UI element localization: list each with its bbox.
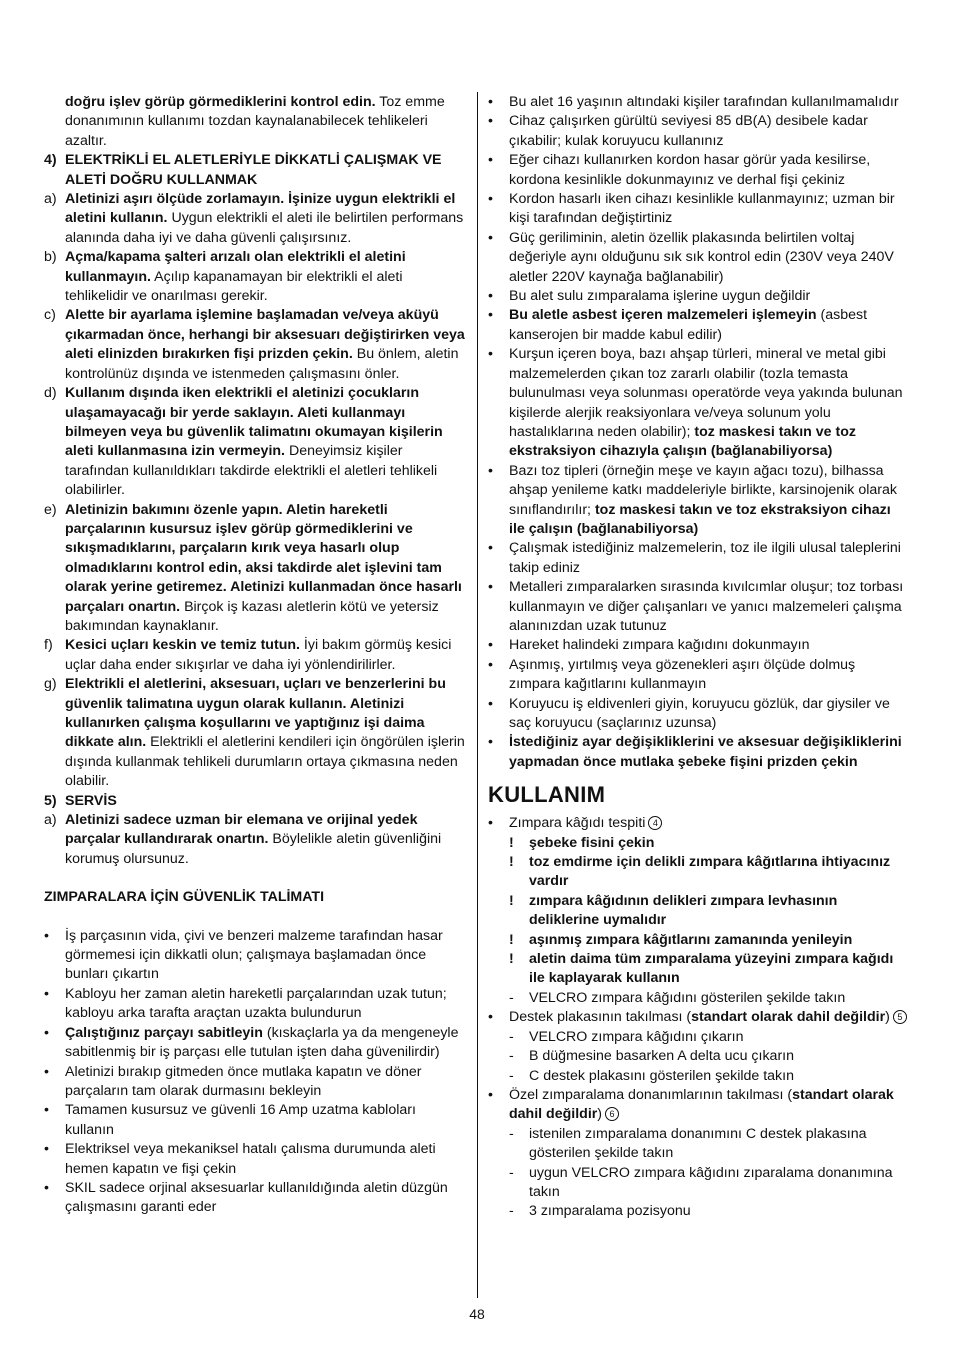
safety-bullet (488, 462, 910, 540)
item-body-text: Bu önlem, aletin kontrolünüz dışında ve istenmeden çalışmasını önler. (65, 346, 459, 382)
item-text (65, 1140, 468, 1179)
item-text (509, 345, 910, 461)
item-marker: • (488, 540, 493, 557)
safety-bullet (44, 1101, 468, 1140)
bullet-text: Çalışmak istediğiniz malzemelerin, toz ile ilgili ulusal taleplerini takip ediniz (509, 540, 901, 576)
item-marker: • (44, 985, 49, 1002)
bullet-text: (asbest kanserojen bir madde kabul edilir) (509, 307, 868, 343)
item-text (509, 190, 910, 229)
item-text (509, 306, 910, 345)
item-bold-text: Aletinizin bakımını özenle yapın. Aletin hareketli parçalarının kusursuz işlev görüp görmediklerini ve sıkışmadıklarını, parçaların kırık veya hasarlı olup olmadıklarını kontrol edin, aksi takdirde alet işlevini tam olarak yerine getiremez. Aletinizi kullanmadan önce hasarlı parçaları onartın. (65, 501, 462, 615)
bullet-text: Aşınmış, yırtılmış veya gözenekleri aşırı ölçüde dolmuş zımpara kağıtlarını kullanmayın (509, 656, 856, 693)
item-marker: - (509, 1203, 514, 1220)
item-bold-text: Alette bir ayarlama işlemine başlamadan ve/veya aküyü çıkarmadan önce, herhangi bir aksesuarı değiştirirken veya aleti elinizden bırakırken fişi prizden çekin. (65, 307, 465, 363)
item-marker: - (509, 1048, 514, 1065)
item-bold-text: Elektrikli el aletlerini, aksesuarı, uçları ve benzerlerini bu güvenlik talimatına uygun olarak kullanın. Aletinizi kullanırken çalışma koşullarını ve yaptığınız işi daima dikkate alın. (65, 676, 446, 751)
item-marker: • (488, 637, 493, 654)
item-body-text: Elektrikli el aletlerini kendileri için öngörülen işlerin dışında kullanmak tehlikeli durumların ortaya çıkmasına neden olabilir. (65, 734, 465, 790)
safety-bullet (488, 539, 910, 578)
figure-ref-5: 5 (893, 1010, 907, 1024)
safety-bullet (488, 733, 910, 772)
step-text: C destek plakasını gösterilen şekilde takın (529, 1067, 794, 1084)
item-text (65, 248, 468, 306)
bullet-text: Kordon hasarlı iken cihazı kesinlikle kullanmayınız; uzman bir kişi tarafından değiştirtiniz (509, 191, 895, 227)
safety-bullet (488, 695, 910, 734)
item-marker: f) (44, 637, 53, 654)
section-5-item (44, 811, 468, 869)
warning-text: aletin daima tüm zımparalama yüzeyini zımpara kağıdı ile kaplayarak kullanın (529, 951, 894, 987)
bullet-text: Aletinizi bırakıp gitmeden önce mutlaka kapatın ve döner parçaların tam olarak durmasını bekleyin (65, 1063, 422, 1099)
item-text (65, 306, 468, 384)
item-text (529, 834, 910, 853)
item-text (529, 950, 910, 989)
item-marker: b) (44, 249, 57, 266)
bullet-text: Güç geriliminin, aletin özellik plakasında belirtilen voltaj değeriyle aynı olduğunu sık sık kontrol edin (230V veya 240V aletler 220V kaynağa bağlanabilir) (509, 229, 894, 285)
bullet-bold-text: toz maskesi takın ve toz ekstraksiyon cihazı ile çalışın (bağlanabiliyorsa) (509, 501, 891, 537)
item-marker: • (488, 307, 493, 324)
usage-warnings (488, 834, 910, 989)
bullet-bold-text: İstediğiniz ayar değişikliklerini ve aksesuar değişikliklerini yapmadan önce mutlaka şebeke fişini prizden çekin (509, 734, 902, 770)
item-marker: • (488, 94, 493, 110)
item-body-text: Açılıp kapanamayan bir elektrikli el aleti tehlikelidir ve onarılması gerekir. (65, 268, 403, 305)
figure-ref-4: 4 (648, 816, 662, 830)
item-bold-text: Kesici uçları keskin ve temiz tutun. (65, 637, 300, 654)
bullet-text: Bu alet sulu zımparalama işlerine uygun değildir (509, 288, 811, 305)
safety-bullet (44, 927, 468, 985)
section-4-item (44, 306, 468, 384)
item-marker: ! (509, 951, 514, 968)
intro-paragraph: doğru işlev görüp görmediklerini kontrol edin. Toz emme donanımının kullanımı tozdan kaynalanabilecek tehlikeleri azaltır. (65, 94, 445, 149)
item-text (529, 1047, 910, 1066)
warning-item (488, 853, 910, 892)
item-marker: c) (44, 307, 56, 324)
item-marker: - (509, 1067, 514, 1084)
safety-bullet (488, 229, 910, 287)
item-text (529, 1164, 910, 1203)
item-text (65, 384, 468, 500)
section-4-item (44, 248, 468, 306)
item-marker: • (488, 229, 493, 246)
step-text: uygun VELCRO zımpara kâğıdını zıparalama donanımına takın (529, 1164, 893, 1200)
item-text (529, 1125, 910, 1164)
step-item (488, 1067, 910, 1086)
item-text (509, 151, 910, 190)
bullet-text: Bu alet 16 yaşının altındaki kişiler tarafından kullanılmamalıdır (509, 94, 899, 110)
item-marker: • (488, 152, 493, 169)
usage-item-sanding-paper: • Zımpara kâğıdı tespiti 4 (488, 814, 910, 833)
special-attachment-steps (488, 1125, 910, 1222)
safety-bullet (44, 1024, 468, 1063)
item-marker: • (488, 734, 493, 751)
item-body-text: Birçok iş kazası aletlerin kötü ve yetersiz bakımından kaynaklanır. (65, 598, 439, 634)
item-marker: • (44, 1063, 49, 1080)
step-item (488, 1164, 910, 1203)
item-marker: • (488, 579, 493, 596)
backing-pad-steps (488, 1028, 910, 1086)
item-text (65, 1024, 468, 1063)
item-text (529, 892, 910, 931)
item-marker: • (488, 656, 493, 673)
item-marker: ! (509, 892, 514, 909)
item-marker: d) (44, 385, 57, 402)
safety-bullet (488, 151, 910, 190)
item-text (509, 539, 910, 578)
item-text (509, 287, 910, 306)
warning-item (488, 834, 910, 853)
item-bold-text: Açma/kapama şalteri arızalı olan elektrikli el aletini kullanmayın. (65, 249, 406, 285)
safety-bullet-list (488, 93, 910, 772)
bullet-text: Eğer cihazı kullanırken kordon hasar görür yada kesilirse, kordona kesinlikle dokunmayınız ve derhal fişi çekiniz (509, 152, 871, 188)
safety-bullet (44, 1179, 468, 1218)
safety-bullet (488, 636, 910, 655)
bullet-text: Bazı toz tipleri (örneğin meşe ve kayın ağacı tozu), bilhassa ahşap yenileme katkı maddeleriyle birlikte, karsinojenik olarak sınıflandırılır; (509, 462, 897, 518)
usage-dash-item: - VELCRO zımpara kâğıdını gösterilen şekilde takın (509, 989, 846, 1006)
item-marker: - (509, 1028, 514, 1045)
bullet-text: Metalleri zımparalarken sırasında kıvılcımlar oluşur; toz torbası kullanmayın ve diğer çalışanları ve yanıcı malzemeleri çalışma alanınızdan uzak tutunuz (509, 579, 904, 634)
usage-item-backing-pad: • Destek plakasının takılması (standart olarak dahil değildir) 5 (488, 1008, 910, 1027)
usage-item-special-attachments: • Özel zımparalama donanımlarının takılması (standart olarak dahil değildir) 6 (488, 1086, 894, 1123)
item-marker: • (488, 695, 493, 712)
bullet-text: İş parçasının vida, çivi ve benzeri malzeme tarafından hasar görmemesi için dikkatli olun; çalışmaya başlamadan önce bunları çıkartın (65, 927, 443, 983)
safety-bullet (488, 578, 910, 636)
step-text: VELCRO zımpara kâğıdını çıkarın (529, 1028, 744, 1045)
section-4-item (44, 636, 468, 675)
item-text (509, 636, 910, 655)
sanding-safety-heading: ZIMPARALARA İÇİN GÜVENLİK TALİMATI (44, 889, 325, 906)
bullet-text: SKIL sadece orjinal aksesuarlar kullanıldığında aletin düzgün çalışmasını garanti eder (65, 1179, 448, 1216)
section-5-heading: 5) SERVİS (44, 792, 117, 809)
step-item (488, 1028, 910, 1047)
item-body-text: Böylelikle aletin güvenliğini korumuş olursunuz. (65, 831, 442, 867)
warning-text: zımpara kâğıdının delikleri zımpara levhasının deliklerine uymalıdır (529, 892, 838, 929)
step-item (488, 1202, 910, 1221)
item-text (65, 1101, 468, 1140)
item-text (509, 112, 910, 151)
item-marker: g) (44, 676, 57, 693)
item-marker: • (44, 927, 49, 944)
figure-ref-6: 6 (605, 1107, 619, 1121)
left-column (44, 93, 468, 1218)
item-marker: • (44, 1179, 49, 1196)
item-marker: a) (44, 191, 57, 208)
right-column (488, 93, 910, 1222)
bullet-bold-text: Çalıştığınız parçayı sabitleyin (65, 1024, 263, 1041)
warning-text: şebeke fisini çekin (529, 834, 655, 851)
item-marker: a) (44, 812, 57, 829)
item-marker: e) (44, 501, 57, 518)
item-marker: ! (509, 834, 514, 851)
item-body-text: Uygun elektrikli el aleti ile belirtilen performans alanında daha iyi ve daha güvenli çalışırsınız. (65, 210, 464, 246)
step-text: istenilen zımparalama donanımını C destek plakasına gösterilen şekilde takın (529, 1125, 867, 1162)
safety-bullet (488, 93, 910, 112)
item-marker: - (509, 1164, 514, 1181)
item-bold-text: Kullanım dışında iken elektrikli el aletinizi çocukların ulaşamayacağı bir yerde saklayın. Aleti kullanmayı bilmeyen veya bu güvenlik talimatını okumayan kişilerin aleti kullanmasına izin vermeyin. (65, 385, 443, 460)
item-text (65, 636, 468, 675)
item-text (529, 931, 910, 950)
item-text (529, 853, 910, 892)
step-text: 3 zımparalama pozisyonu (529, 1203, 691, 1220)
safety-bullet (488, 345, 910, 461)
safety-bullet (44, 985, 468, 1024)
item-text (509, 695, 910, 734)
bullet-text: Koruyucu iş eldivenleri giyin, koruyucu gözlük, dar giysiler ve saç koruyucu (saçlarınız uzunsa) (509, 695, 890, 731)
bullet-text: Kabloyu her zaman aletin hareketli parçalarından uzak tutun; kabloyu arka tarafta araçtan uzakta bulundurun (65, 985, 447, 1022)
item-marker: • (44, 1102, 49, 1119)
bullet-bold-text: Bu aletle asbest içeren malzemeleri işlemeyin (509, 307, 817, 324)
bullet-text: Hareket halindeki zımpara kağıdını dokunmayın (509, 637, 810, 654)
item-marker: • (488, 346, 493, 363)
item-text (509, 733, 910, 772)
item-text (65, 985, 468, 1024)
section-4-item (44, 384, 468, 500)
item-text (509, 462, 910, 540)
item-text (509, 229, 910, 287)
section-5-items (44, 811, 468, 869)
bullet-text: Elektriksel veya mekaniksel hatalı çalısma durumunda aleti hemen kapatın ve fişi çekin (65, 1141, 436, 1177)
item-text (65, 190, 468, 248)
item-marker: ! (509, 854, 514, 871)
item-bold-text: Aletinizi aşırı ölçüde zorlamayın. İşinize uygun elektrikli el aletini kullanın. (65, 191, 456, 227)
item-marker: ! (509, 931, 514, 948)
bullet-text: Kurşun içeren boya, bazı ahşap türleri, mineral ve metal gibi malzemelerden çıkan toz zararlı olabilir (tozla temasta bulunulması veya solunması operatörde veya yakında bulunan kişilerde alerjik reaksiyonlara ve/veya solunum yolu hastalıklarına neden olabilir); (509, 346, 903, 440)
section-4-item (44, 190, 468, 248)
section-4-items (44, 190, 468, 792)
bullet-text: Cihaz çalışırken gürültü seviyesi 85 dB(A) desibele kadar çıkabilir; kulak koruyucu kullanınız (509, 113, 868, 149)
safety-bullet (44, 1140, 468, 1179)
safety-bullet (488, 656, 910, 695)
item-text (65, 1063, 468, 1102)
bullet-text: Tamamen kusursuz ve güvenli 16 Amp uzatma kabloları kullanın (65, 1102, 416, 1138)
usage-heading: KULLANIM (488, 782, 606, 808)
item-marker: • (488, 191, 493, 208)
warning-text: toz emdirme için delikli zımpara kâğıtlarına ihtiyacınız vardır (529, 854, 891, 890)
warning-item (488, 950, 910, 989)
item-bold-text: Aletinizi sadece uzman bir elemana ve orijinal yedek parçalar kullandırarak onartın. (65, 812, 418, 848)
safety-bullet (488, 306, 910, 345)
item-body-text: Deneyimsiz kişiler tarafından kullanıldıkları takdirde elektrikli el aletleri tehlikeli olabilirler. (65, 443, 438, 499)
item-marker: • (44, 1024, 49, 1041)
item-text (509, 93, 910, 112)
item-marker: • (488, 462, 493, 479)
item-marker: - (509, 1125, 514, 1142)
warning-text: aşınmış zımpara kâğıtlarını zamanında yenileyin (529, 931, 853, 948)
item-text (65, 501, 468, 637)
sanding-safety-list (44, 927, 468, 1218)
column-divider (477, 92, 478, 1298)
safety-bullet (488, 287, 910, 306)
step-item (488, 1125, 910, 1164)
item-text (529, 1202, 910, 1221)
item-text (529, 1067, 910, 1086)
item-marker: • (488, 113, 493, 130)
bullet-bold-text: toz maskesi takın ve toz ekstraksiyon cihazıyla çalışın (bağlanabiliyorsa) (509, 423, 856, 460)
step-text: B düğmesine basarken A delta ucu çıkarın (529, 1048, 794, 1065)
section-4-item (44, 501, 468, 637)
item-body-text: İyi bakım görmüş kesici uçlar daha ender sıkışırlar ve daha iyi yönlendirilirler. (65, 637, 452, 673)
item-text (65, 811, 468, 869)
item-text (65, 675, 468, 791)
warning-item (488, 931, 910, 950)
safety-bullet (488, 112, 910, 151)
item-marker: • (44, 1141, 49, 1158)
section-4-item (44, 675, 468, 791)
safety-bullet (44, 1063, 468, 1102)
bullet-text: (kıskaçlarla ya da mengeneyle sabitlenmiş bir iş parçası elle tutulan işten daha güvenilirdir) (65, 1024, 459, 1061)
item-text (65, 927, 468, 985)
safety-bullet (488, 190, 910, 229)
warning-item (488, 892, 910, 931)
page-number: 48 (469, 1306, 485, 1322)
item-text (529, 1028, 910, 1047)
item-text (65, 1179, 468, 1218)
item-marker: • (488, 288, 493, 305)
section-4-heading: 4) ELEKTRİKLİ EL ALETLERİYLE DİKKATLİ ÇALIŞMAK VE ALETİ DOĞRU KULLANMAK (44, 152, 442, 188)
step-item (488, 1047, 910, 1066)
item-text (509, 656, 910, 695)
item-text (509, 578, 910, 636)
